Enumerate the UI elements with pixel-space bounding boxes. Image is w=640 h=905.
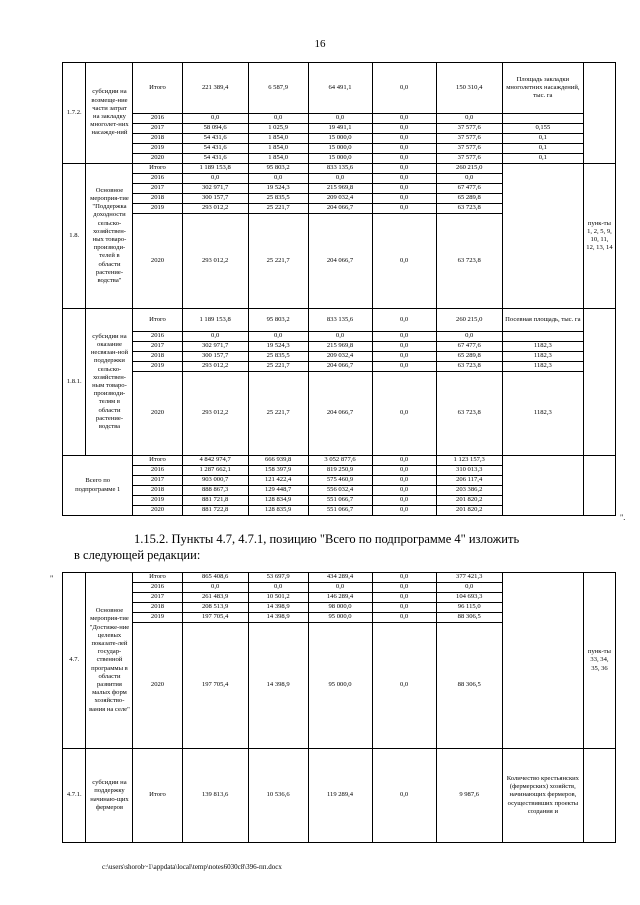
opening-quote: " xyxy=(50,574,54,583)
table-cell: 1 025,9 xyxy=(248,124,308,134)
table-cell xyxy=(502,114,583,124)
heading-line-2: в следующей редакции: xyxy=(74,547,201,562)
table-cell: 2018 xyxy=(133,603,182,613)
table-cell: 2019 xyxy=(133,204,182,214)
table-cell: 0,1 xyxy=(502,144,583,154)
table-row xyxy=(63,749,616,843)
table-row xyxy=(63,134,616,144)
table-cell: 2019 xyxy=(133,362,182,372)
table-cell: Итого xyxy=(133,573,182,583)
table-cell: 0,0 xyxy=(248,332,308,342)
table-cell: 0,0 xyxy=(182,114,248,124)
table-cell: 54 431,6 xyxy=(182,144,248,154)
table-cell: 302 971,7 xyxy=(182,184,248,194)
table-cell: 865 408,6 xyxy=(182,573,248,583)
table-cell: 0,0 xyxy=(372,342,436,352)
table-row xyxy=(63,352,616,362)
table-cell: 0,0 xyxy=(372,63,436,114)
table-cell: 2017 xyxy=(133,342,182,352)
table-cell: 25 221,7 xyxy=(248,372,308,456)
table-row xyxy=(63,456,616,466)
table-cell: 0,0 xyxy=(372,486,436,496)
table-cell: 2020 xyxy=(133,214,182,309)
table-cell: 1 854,0 xyxy=(248,154,308,164)
table-cell: 95 000,0 xyxy=(308,613,372,623)
table-cell: 201 820,2 xyxy=(436,496,502,506)
table-cell: 2016 xyxy=(133,332,182,342)
table-cell: 2020 xyxy=(133,506,182,516)
table-cell: Итого xyxy=(133,309,182,332)
table-cell: 19 491,1 xyxy=(308,124,372,134)
row-number: 1.8.1. xyxy=(63,309,86,456)
table-cell: Итого xyxy=(133,63,182,114)
measure-name: Основное мероприя-тие "Достиже-ние целевых показате-лей государ-ственной программы в области развития малых форм хозяйство-вания на селе" xyxy=(86,573,133,749)
table-cell: 293 012,2 xyxy=(182,362,248,372)
table-cell: 95 000,0 xyxy=(308,623,372,749)
table-row xyxy=(63,124,616,134)
table-cell: 96 115,0 xyxy=(436,603,502,613)
table-cell: Итого xyxy=(133,749,182,843)
table-cell: 1182,3 xyxy=(502,372,583,456)
table-cell: 10 536,6 xyxy=(248,749,308,843)
subprogram-total-label: Всего по подпрограмме 1 xyxy=(63,456,133,516)
table-cell: 0,0 xyxy=(372,603,436,613)
table-cell: 128 834,9 xyxy=(248,496,308,506)
table-cell: 0,0 xyxy=(372,214,436,309)
table-cell: 221 389,4 xyxy=(182,63,248,114)
table-cell: 293 012,2 xyxy=(182,214,248,309)
table-cell: 128 835,9 xyxy=(248,506,308,516)
table-cell: 1 287 662,1 xyxy=(182,466,248,476)
table-cell: 54 431,6 xyxy=(182,154,248,164)
table-cell: 215 969,8 xyxy=(308,342,372,352)
table-cell: 139 813,6 xyxy=(182,749,248,843)
table-cell: 0,0 xyxy=(308,114,372,124)
table-cell: 14 398,9 xyxy=(248,623,308,749)
table-cell: 2019 xyxy=(133,496,182,506)
table-row xyxy=(63,63,616,114)
table-cell: 37 577,6 xyxy=(436,154,502,164)
table-cell: 95 803,2 xyxy=(248,164,308,174)
measure-name: субсидии на возмеще-ние части затрат на закладку многолет-них насажде-ний xyxy=(86,63,133,164)
table-cell: 666 939,8 xyxy=(248,456,308,466)
table-cell: 0,0 xyxy=(436,174,502,184)
table-cell: 0,0 xyxy=(372,154,436,164)
table-cell: 0,0 xyxy=(372,184,436,194)
table-cell: 302 971,7 xyxy=(182,342,248,352)
subprogram-1-table xyxy=(62,62,616,516)
table-cell: 203 386,2 xyxy=(436,486,502,496)
table-cell: 2016 xyxy=(133,174,182,184)
table-cell: 208 513,9 xyxy=(182,603,248,613)
table-cell: 833 135,6 xyxy=(308,164,372,174)
table-cell: 25 835,5 xyxy=(248,194,308,204)
table-cell: 65 289,8 xyxy=(436,194,502,204)
table-cell: 204 066,7 xyxy=(308,362,372,372)
table-cell: 0,0 xyxy=(436,583,502,593)
table-cell: 1 123 157,3 xyxy=(436,456,502,466)
table-cell: 293 012,2 xyxy=(182,204,248,214)
table-cell: 260 215,0 xyxy=(436,309,502,332)
table-cell: 260 215,0 xyxy=(436,164,502,174)
table-cell: 261 483,9 xyxy=(182,593,248,603)
table-row xyxy=(63,154,616,164)
table-cell: 1 189 153,8 xyxy=(182,309,248,332)
table-cell: 67 477,6 xyxy=(436,342,502,352)
measure-name: Основное мероприя-тие "Поддержка доходности сельско-хозяйствен-ных товаро-производи-телей в области растение-водства" xyxy=(86,164,133,309)
table-cell: 0,0 xyxy=(372,496,436,506)
table-cell: 0,0 xyxy=(372,134,436,144)
table-cell: 434 289,4 xyxy=(308,573,372,583)
table-cell: 95 803,2 xyxy=(248,309,308,332)
table-cell: 64 491,1 xyxy=(308,63,372,114)
table-cell: 819 250,9 xyxy=(308,466,372,476)
table-cell: 0,0 xyxy=(182,332,248,342)
table-cell: 88 306,5 xyxy=(436,623,502,749)
table-cell: 197 705,4 xyxy=(182,623,248,749)
table-cell: 0,0 xyxy=(436,114,502,124)
table-cell: 67 477,6 xyxy=(436,184,502,194)
program-points: пунк-ты 33, 34, 35, 36 xyxy=(583,573,615,749)
table-cell: 300 157,7 xyxy=(182,352,248,362)
table-cell: 58 094,6 xyxy=(182,124,248,134)
table-cell: 19 524,3 xyxy=(248,184,308,194)
table-cell: 0,0 xyxy=(372,623,436,749)
indicator: Посевная площадь, тыс. га xyxy=(502,309,583,332)
table-cell: 293 012,2 xyxy=(182,372,248,456)
closing-quote: ". xyxy=(620,513,626,522)
table-cell: 0,0 xyxy=(372,114,436,124)
table-cell: 25 221,7 xyxy=(248,362,308,372)
measure-name: субсидии на поддержку начинаю-щих фермеров xyxy=(86,749,133,843)
table-cell: 377 421,3 xyxy=(436,573,502,583)
table-cell xyxy=(502,332,583,342)
page-number: 16 xyxy=(314,38,326,50)
table-cell: 63 723,8 xyxy=(436,362,502,372)
table-cell: 15 000,0 xyxy=(308,134,372,144)
table-cell: 0,0 xyxy=(372,352,436,362)
table-cell: 19 524,3 xyxy=(248,342,308,352)
table-cell: 2016 xyxy=(133,466,182,476)
table-cell: 881 721,8 xyxy=(182,496,248,506)
table-cell: 903 000,7 xyxy=(182,476,248,486)
table-cell: 0,0 xyxy=(372,174,436,184)
measure-name: субсидии на оказание несвязан-ной поддержки сельско-хозяйствен-ным товаро-производи-телям в области растение-водства xyxy=(86,309,133,456)
heading-line-1: 1.15.2. Пункты 4.7, 4.7.1, позицию "Всего по подпрограмме 4" изложить xyxy=(134,532,520,546)
table-cell: 2020 xyxy=(133,623,182,749)
table-cell: 1 854,0 xyxy=(248,134,308,144)
table-cell: 201 820,2 xyxy=(436,506,502,516)
table-cell: 0,0 xyxy=(372,456,436,466)
table-cell: 2016 xyxy=(133,583,182,593)
table-cell: 15 000,0 xyxy=(308,144,372,154)
table-cell: 98 000,0 xyxy=(308,603,372,613)
table-cell: 150 310,4 xyxy=(436,63,502,114)
table-cell: 121 422,4 xyxy=(248,476,308,486)
table-cell: 0,1 xyxy=(502,134,583,144)
program-points: пунк-ты 1, 2, 5, 9, 10, 11, 12, 13, 14 xyxy=(583,164,615,309)
table-cell: 0,0 xyxy=(372,593,436,603)
table-cell: 63 723,8 xyxy=(436,214,502,309)
table-cell: 0,0 xyxy=(372,372,436,456)
table-cell: 53 697,9 xyxy=(248,573,308,583)
table-cell: 63 723,8 xyxy=(436,204,502,214)
table-cell: 0,0 xyxy=(372,164,436,174)
table-row xyxy=(63,332,616,342)
table-cell: 556 032,4 xyxy=(308,486,372,496)
table-cell: 0,0 xyxy=(182,583,248,593)
table-cell: 0,0 xyxy=(372,332,436,342)
table-row xyxy=(63,144,616,154)
table-cell: 204 066,7 xyxy=(308,214,372,309)
table-cell: 63 723,8 xyxy=(436,372,502,456)
table-cell: 215 969,8 xyxy=(308,184,372,194)
table-cell: 2020 xyxy=(133,372,182,456)
table-cell: 204 066,7 xyxy=(308,372,372,456)
table-cell: 0,155 xyxy=(502,124,583,134)
amendment-heading xyxy=(74,532,594,563)
table-cell: 15 000,0 xyxy=(308,154,372,164)
subprogram-4-table xyxy=(62,572,616,843)
table-cell: 104 693,3 xyxy=(436,593,502,603)
table-cell: 2017 xyxy=(133,476,182,486)
table-cell: 119 289,4 xyxy=(308,749,372,843)
table-cell: 0,0 xyxy=(372,124,436,134)
table-cell: 300 157,7 xyxy=(182,194,248,204)
table-cell: 3 052 877,6 xyxy=(308,456,372,466)
table-cell: 0,0 xyxy=(308,583,372,593)
table-cell: 2017 xyxy=(133,124,182,134)
table-cell: 575 460,9 xyxy=(308,476,372,486)
table-cell: 0,0 xyxy=(182,174,248,184)
table-row xyxy=(63,342,616,352)
table-cell: 0,0 xyxy=(372,204,436,214)
row-number: 1.8. xyxy=(63,164,86,309)
file-path-footer: c:\users\shorob~1\appdata\local\temp\notes6030c8\396-пп.docx xyxy=(102,863,282,871)
table-cell: 833 135,6 xyxy=(308,309,372,332)
table-row xyxy=(63,164,616,174)
table-cell: 0,0 xyxy=(308,174,372,184)
table-cell: 209 032,4 xyxy=(308,352,372,362)
table-cell: 2019 xyxy=(133,613,182,623)
table-cell: 551 066,7 xyxy=(308,506,372,516)
table-cell: 2018 xyxy=(133,194,182,204)
table-cell: 25 835,5 xyxy=(248,352,308,362)
table-row xyxy=(63,362,616,372)
table-cell: 2016 xyxy=(133,114,182,124)
indicator: Площадь закладки многолетних насаждений, тыс. га xyxy=(502,63,583,114)
table-cell: 14 398,9 xyxy=(248,613,308,623)
table-cell: 4 842 974,7 xyxy=(182,456,248,466)
table-cell: 0,0 xyxy=(308,332,372,342)
table-cell: 0,0 xyxy=(248,583,308,593)
table-cell: 209 032,4 xyxy=(308,194,372,204)
table-cell: 2020 xyxy=(133,154,182,164)
table-row xyxy=(63,114,616,124)
table-cell: 129 448,7 xyxy=(248,486,308,496)
table-cell: 65 289,8 xyxy=(436,352,502,362)
table-cell: 37 577,6 xyxy=(436,134,502,144)
table-cell: 25 221,7 xyxy=(248,204,308,214)
table-cell: 2017 xyxy=(133,593,182,603)
table-cell: 2018 xyxy=(133,134,182,144)
table-cell: 0,0 xyxy=(372,362,436,372)
table-cell: 197 705,4 xyxy=(182,613,248,623)
table-cell: 206 117,4 xyxy=(436,476,502,486)
table-cell: 9 987,6 xyxy=(436,749,502,843)
table-cell: 2019 xyxy=(133,144,182,154)
table-cell: 0,0 xyxy=(372,476,436,486)
table-cell: 10 501,2 xyxy=(248,593,308,603)
table-cell: 1 189 153,8 xyxy=(182,164,248,174)
row-number: 4.7.1. xyxy=(63,749,86,843)
table-cell: 0,1 xyxy=(502,154,583,164)
table-cell: 310 013,3 xyxy=(436,466,502,476)
table-cell: 0,0 xyxy=(248,114,308,124)
row-number: 1.7.2. xyxy=(63,63,86,164)
table-cell: 1182,3 xyxy=(502,342,583,352)
table-cell: 0,0 xyxy=(436,332,502,342)
table-cell: 888 867,3 xyxy=(182,486,248,496)
table-cell: 6 587,9 xyxy=(248,63,308,114)
table-cell: Итого xyxy=(133,164,182,174)
table-cell: 0,0 xyxy=(372,194,436,204)
table-cell: 25 221,7 xyxy=(248,214,308,309)
table-cell: 54 431,6 xyxy=(182,134,248,144)
table-cell: 881 722,8 xyxy=(182,506,248,516)
table-cell: 0,0 xyxy=(372,466,436,476)
table-cell: 146 289,4 xyxy=(308,593,372,603)
table-cell: 14 398,9 xyxy=(248,603,308,613)
table-cell: 2018 xyxy=(133,352,182,362)
table-cell: 158 397,9 xyxy=(248,466,308,476)
table-cell: 0,0 xyxy=(372,309,436,332)
table-row xyxy=(63,573,616,583)
table-cell: 1182,3 xyxy=(502,362,583,372)
table-cell: 0,0 xyxy=(372,506,436,516)
indicator: Количество крестьянских (фермерских) хозяйств, начинающих фермеров, осуществивших проекты создания и xyxy=(502,749,583,843)
table-cell: 88 306,5 xyxy=(436,613,502,623)
table-cell: 2017 xyxy=(133,184,182,194)
table-cell: 0,0 xyxy=(372,144,436,154)
table-cell: 1182,3 xyxy=(502,352,583,362)
table-cell: 551 066,7 xyxy=(308,496,372,506)
table-cell: 0,0 xyxy=(372,613,436,623)
table-cell: 204 066,7 xyxy=(308,204,372,214)
table-cell: 37 577,6 xyxy=(436,124,502,134)
table-cell: 0,0 xyxy=(372,573,436,583)
table-cell: 37 577,6 xyxy=(436,144,502,154)
table-row xyxy=(63,309,616,332)
table-row xyxy=(63,372,616,456)
table-cell: 2018 xyxy=(133,486,182,496)
table-cell: 0,0 xyxy=(372,749,436,843)
row-number: 4.7. xyxy=(63,573,86,749)
table-cell: 0,0 xyxy=(248,174,308,184)
table-cell: Итого xyxy=(133,456,182,466)
table-cell: 1 854,0 xyxy=(248,144,308,154)
table-cell: 0,0 xyxy=(372,583,436,593)
